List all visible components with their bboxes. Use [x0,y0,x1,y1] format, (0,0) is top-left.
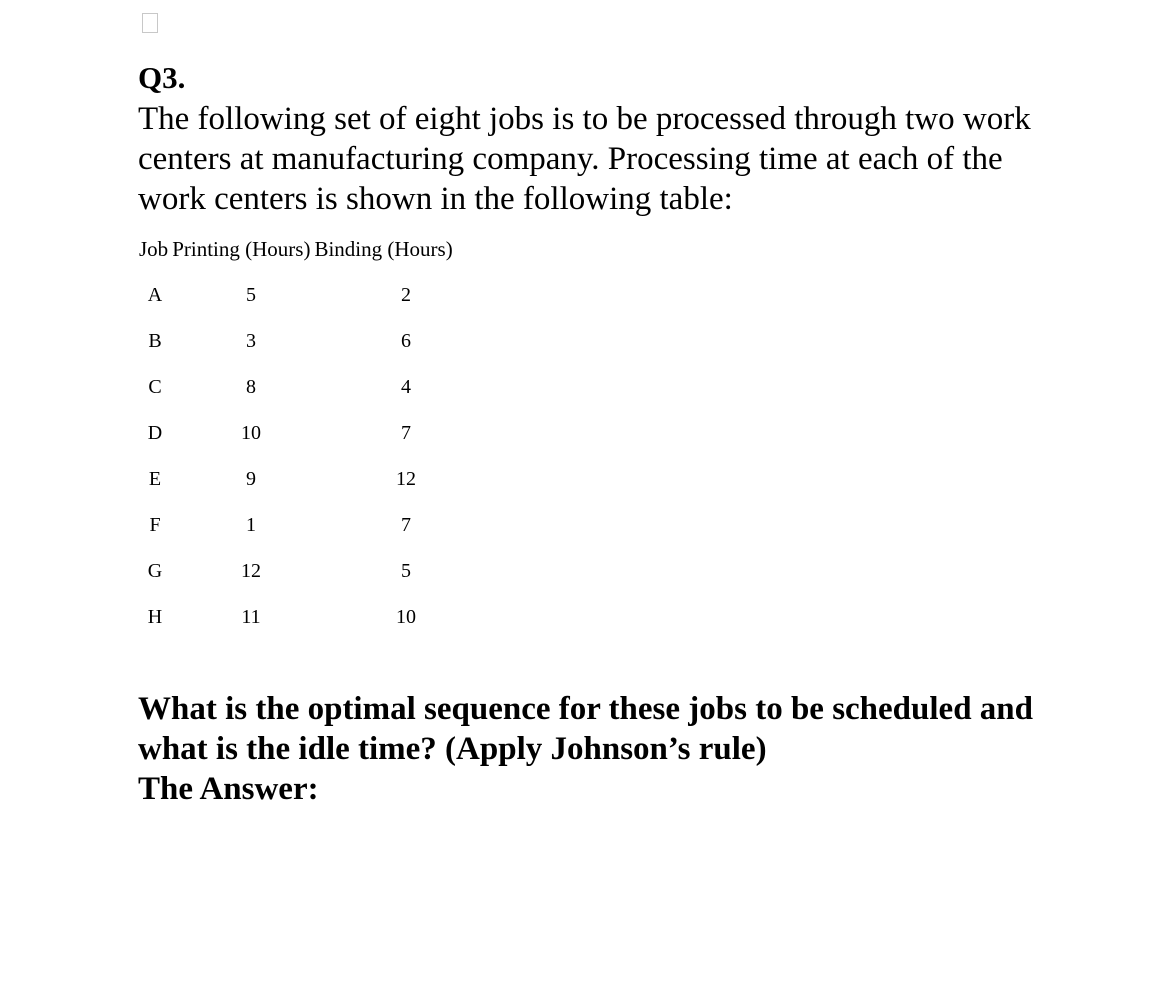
job-cell: H [147,605,163,628]
table-row [125,364,495,410]
header-binding: Binding (Hours) [314,237,453,261]
header-job: Job [139,237,169,261]
table-row [125,410,495,456]
job-cell: D [147,421,163,444]
printing-cell: 1 [246,513,256,536]
table-row [125,548,495,594]
table-row [125,272,495,318]
binding-cell: 12 [396,467,416,490]
printing-cell: 9 [246,467,256,490]
printing-cell: 8 [246,375,256,398]
job-cell: A [147,283,163,306]
printing-cell: 3 [246,329,256,352]
printing-cell: 10 [241,421,261,444]
job-table [125,272,495,640]
job-cell: G [147,559,163,582]
printing-cell: 5 [246,283,256,306]
table-header [139,235,457,263]
job-cell: C [148,375,162,398]
task-question: What is the optimal sequence for these jobs to be scheduled and what is the idle time? (Apply Johnson’s rule) [138,691,1034,767]
answer-label: The Answer: [138,771,319,807]
table-row [125,318,495,364]
printing-cell: 12 [241,559,261,582]
binding-cell: 2 [401,283,411,306]
table-row [125,456,495,502]
question-number: Q3. [138,60,186,95]
binding-cell: 4 [401,375,411,398]
binding-cell: 7 [401,421,411,444]
job-cell: B [148,329,162,352]
table-row [125,594,495,640]
binding-cell: 7 [401,513,411,536]
job-cell: F [149,513,161,536]
binding-cell: 10 [396,605,416,628]
header-printing: Printing (Hours) [172,237,311,261]
question-intro: The following set of eight jobs is to be processed through two work centers at manufacturing company. Processing time at each of the work centers is shown in the following table: [138,101,1031,217]
checkbox[interactable] [142,13,158,33]
binding-cell: 5 [401,559,411,582]
binding-cell: 6 [401,329,411,352]
table-row [125,502,495,548]
printing-cell: 11 [241,605,261,628]
job-cell: E [148,467,162,490]
